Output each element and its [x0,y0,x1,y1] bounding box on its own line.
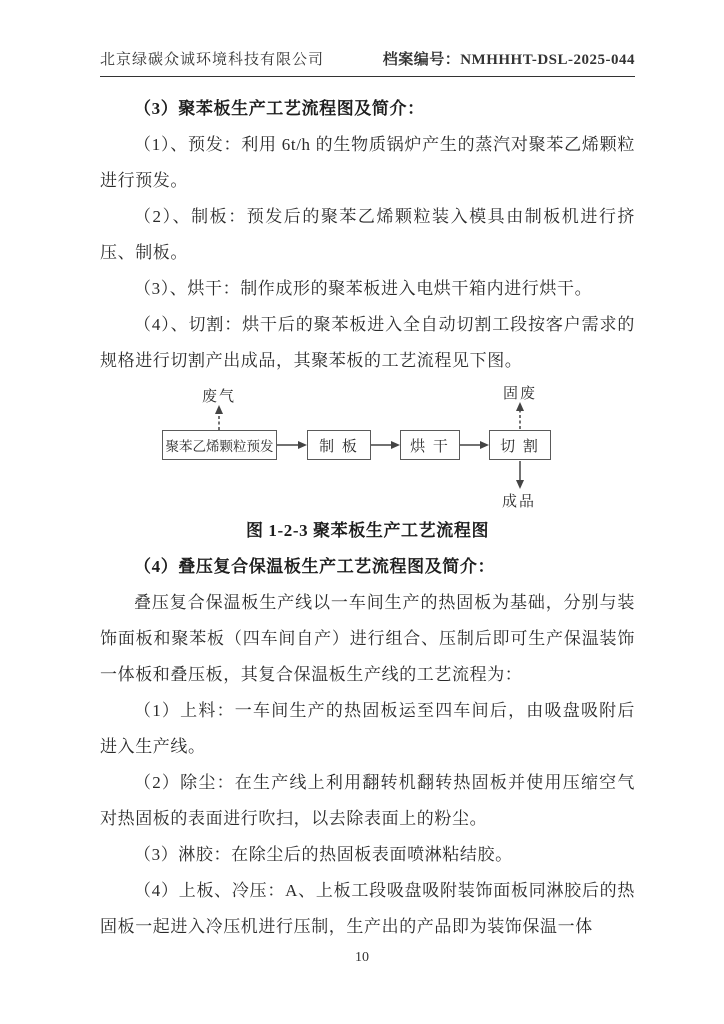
archive-number: 档案编号：NMHHHT-DSL-2025-044 [382,52,635,68]
flow-node-pre-expansion: 聚苯乙烯颗粒预发 [162,430,277,460]
flow-node-drying: 烘 干 [400,430,460,460]
step-3-4: （4）、切割：烘干后的聚苯板进入全自动切割工段按客户需求的规格进行切割产出成品，其聚苯板的工艺流程见下图。 [100,315,635,370]
page-number: 10 [355,950,369,965]
section-heading-3: （3）聚苯板生产工艺流程图及简介： [134,99,425,118]
step-3-2: （2）、制板：预发后的聚苯乙烯颗粒装入模具由制板机进行挤压、制板。 [100,207,635,262]
process-flow-diagram [100,383,635,511]
step-3-1: （1）、预发：利用 6t/h 的生物质锅炉产生的蒸汽对聚苯乙烯颗粒进行预发。 [100,135,635,190]
arrow-right-icon [460,439,489,451]
waste-gas-label: 废气 [202,389,237,405]
page-header [100,48,635,77]
dashed-arrow-up-icon [213,405,225,430]
flow-node-board-making: 制 板 [307,430,371,460]
document-body [100,91,635,945]
product-label: 成品 [502,494,537,510]
figure-caption: 图 1-2-3 聚苯板生产工艺流程图 [245,521,490,540]
company-name: 北京绿碳众诚环境科技有限公司 [100,52,325,68]
dashed-arrow-up-icon [514,402,526,429]
solid-waste-label: 固废 [503,386,538,402]
step-4-4: （4）上板、冷压：A、上板工段吸盘吸附装饰面板同淋胶后的热固板一起进入冷压机进行压制，生产出的产品即为装饰保温一体 [100,881,635,936]
arrow-down-icon [514,461,526,489]
arrow-right-icon [277,439,307,451]
step-3-3: （3）、烘干：制作成形的聚苯板进入电烘干箱内进行烘干。 [134,279,593,298]
step-4-1: （1）上料：一车间生产的热固板运至四车间后，由吸盘吸附后进入生产线。 [100,701,635,756]
step-4-2: （2）除尘：在生产线上利用翻转机翻转热固板并使用压缩空气对热固板的表面进行吹扫，以去除表面上的粉尘。 [100,773,635,828]
flow-node-cutting: 切 割 [489,430,551,460]
section-heading-4: （4）叠压复合保温板生产工艺流程图及简介： [134,557,496,576]
step-4-3: （3）淋胶：在除尘后的热固板表面喷淋粘结胶。 [134,845,513,864]
intro-4: 叠压复合保温板生产线以一车间生产的热固板为基础，分别与装饰面板和聚苯板（四车间自产）进行组合、压制后即可生产保温装饰一体板和叠压板，其复合保温板生产线的工艺流程为： [100,593,635,684]
arrow-right-icon [371,439,400,451]
